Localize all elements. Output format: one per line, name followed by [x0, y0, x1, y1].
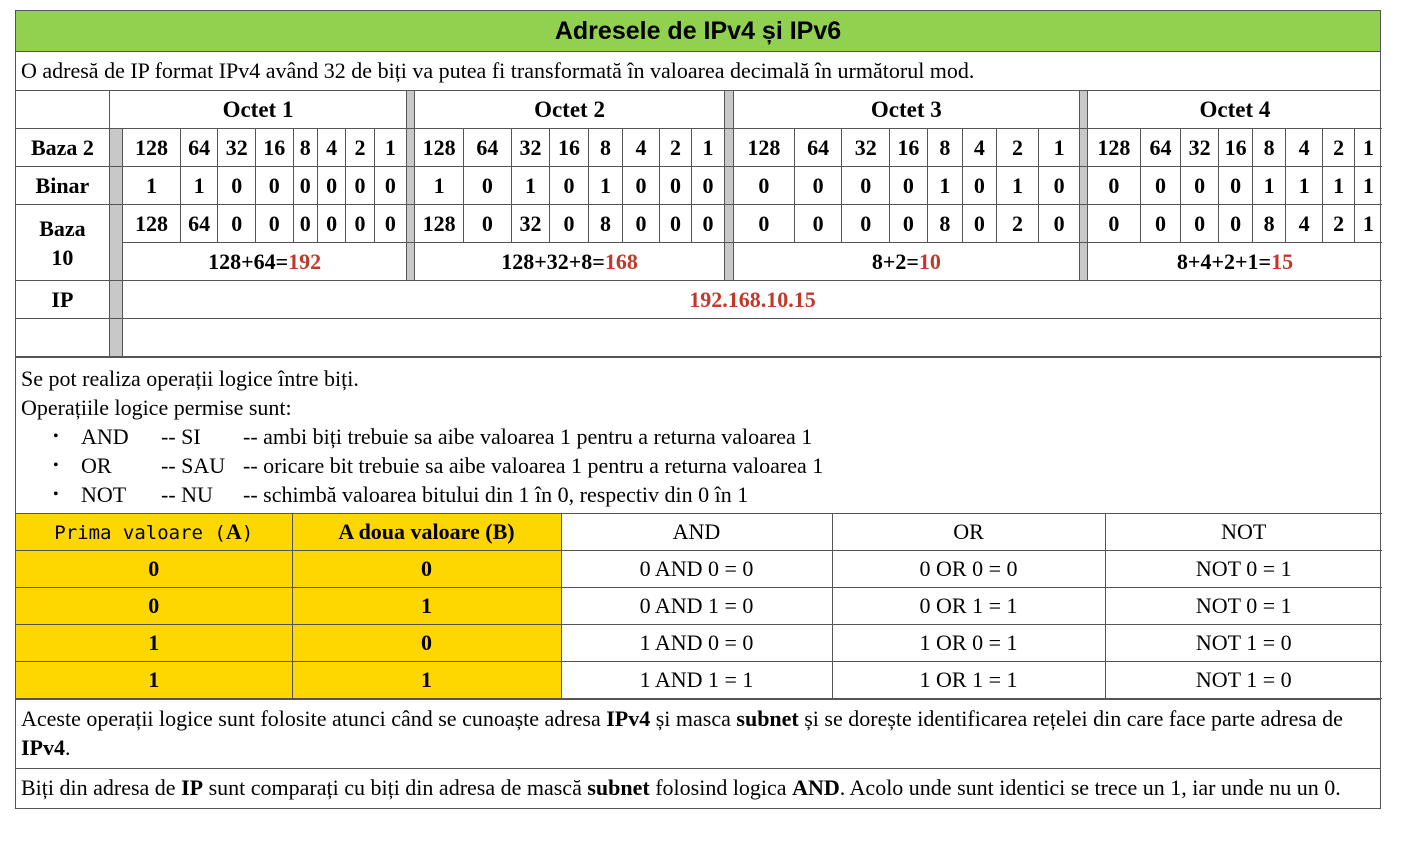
bit-weight: 64: [1140, 129, 1181, 167]
octet-sum: [733, 243, 1079, 281]
gap-cell: [109, 281, 122, 319]
decimal-value: 0: [659, 205, 691, 243]
sum-row: [16, 243, 1382, 281]
binary-bit: 0: [293, 167, 317, 205]
decimal-value: 0: [623, 205, 660, 243]
decimal-value: 0: [1087, 205, 1140, 243]
usage-paragraph: [16, 699, 1380, 768]
bit-weight: 32: [511, 129, 550, 167]
ops-intro: Se pot realiza operații logice între biți.: [21, 366, 359, 391]
bold-term: IPv4: [606, 706, 651, 731]
gap-cell: [407, 167, 415, 205]
base10-row: [16, 205, 1382, 243]
decimal-value: 0: [346, 205, 374, 243]
gap-cell: [407, 243, 415, 281]
value-a: 0: [16, 588, 292, 625]
binary-bit: 0: [463, 167, 511, 205]
bit-weight: 4: [317, 129, 345, 167]
sum-expression: 8+4+2+1=: [1176, 248, 1272, 274]
bit-weight: 1: [1039, 129, 1080, 167]
sum-result: 192: [288, 248, 322, 274]
binary-bit: 1: [996, 167, 1039, 205]
column-header-or: OR: [832, 514, 1105, 551]
row-label-line2: 10: [51, 244, 74, 270]
op-name: OR: [81, 453, 112, 478]
op-translation: -- SAU: [161, 453, 226, 478]
bit-weight: 1: [374, 129, 407, 167]
decimal-value: 0: [1039, 205, 1080, 243]
decimal-value: 128: [415, 205, 464, 243]
bit-weight: 1: [692, 129, 724, 167]
binary-bit: 0: [659, 167, 691, 205]
value-b: 0: [292, 625, 561, 662]
value-b: 1: [292, 662, 561, 699]
text-run: .: [65, 735, 71, 760]
octet-header-row: [16, 91, 1382, 129]
gap-cell: [1079, 243, 1087, 281]
op-description: -- ambi biți trebuie sa aibe valoarea 1 pentru a returna valoarea 1: [243, 424, 813, 449]
octet-header: Octet 3: [733, 91, 1079, 129]
binary-bit: 1: [511, 167, 550, 205]
and-result: 0 AND 1 = 0: [561, 588, 832, 625]
bit-weight: 2: [996, 129, 1039, 167]
ipv4-document: [15, 10, 1381, 809]
truth-table-header: [16, 514, 1382, 551]
decimal-value: 4: [1285, 205, 1323, 243]
bit-weight: 4: [963, 129, 996, 167]
decimal-value: 0: [692, 205, 724, 243]
binary-bit: 1: [1253, 167, 1285, 205]
bit-weight: 2: [1323, 129, 1354, 167]
bit-weight: 128: [733, 129, 794, 167]
octet-sum: [415, 243, 724, 281]
octet-sum: [123, 243, 407, 281]
gap-cell: [1079, 167, 1087, 205]
gap-cell: [724, 243, 733, 281]
octet-sum: [1087, 243, 1382, 281]
corner-cell: [16, 91, 109, 129]
gap-cell: [109, 129, 122, 167]
column-header-b: A doua valoare (B): [292, 514, 561, 551]
decimal-value: 0: [794, 205, 842, 243]
bit-weight: 8: [927, 129, 963, 167]
bit-weight: 16: [890, 129, 928, 167]
truth-table: [16, 513, 1382, 699]
octet-header: Octet 4: [1087, 91, 1382, 129]
page-title: Adresele de IPv4 și IPv6: [16, 11, 1380, 52]
binary-bit: 0: [374, 167, 407, 205]
or-result: 1 OR 0 = 1: [832, 625, 1105, 662]
binary-bit: 1: [588, 167, 623, 205]
octet-header: Octet 1: [109, 91, 406, 129]
decimal-value: 1: [1354, 205, 1382, 243]
gap-cell: [724, 129, 733, 167]
decimal-value: 0: [218, 205, 256, 243]
gap-cell: [109, 319, 122, 357]
gap-cell: [1079, 205, 1087, 243]
sum-expression: 128+64=: [208, 248, 289, 274]
base2-row: [16, 129, 1382, 167]
sum-result: 10: [918, 248, 941, 274]
op-description: -- schimbă valoarea bitului din 1 în 0, respectiv din 0 în 1: [243, 482, 749, 507]
bit-weight: 128: [415, 129, 464, 167]
column-header-and: AND: [561, 514, 832, 551]
row-label: IP: [16, 281, 109, 319]
value-a: 0: [16, 551, 292, 588]
row-label: Binar: [16, 167, 109, 205]
binary-bit: 1: [927, 167, 963, 205]
binary-bit: 0: [1181, 167, 1219, 205]
decimal-value: 0: [842, 205, 890, 243]
ip-row: [16, 281, 1382, 319]
text-run: Biți din adresa de: [21, 775, 182, 800]
op-translation: -- NU: [161, 482, 213, 507]
text-run: folosind logica: [649, 775, 793, 800]
op-name: NOT: [81, 482, 127, 507]
row-label-line1: Baza: [39, 215, 86, 241]
bit-weight: 16: [1218, 129, 1253, 167]
gap-cell: [724, 91, 733, 129]
bit-weight: 16: [550, 129, 589, 167]
table-row: [16, 662, 1382, 699]
binary-bit: 0: [255, 167, 293, 205]
decimal-value: 0: [1140, 205, 1181, 243]
and-result: 1 AND 1 = 1: [561, 662, 832, 699]
bit-weight: 1: [1354, 129, 1382, 167]
decimal-value: 8: [1253, 205, 1285, 243]
gap-cell: [109, 205, 122, 281]
empty-row: [16, 319, 1382, 357]
bit-weight: 32: [218, 129, 256, 167]
sum-result: 15: [1271, 248, 1294, 274]
decimal-value: 0: [317, 205, 345, 243]
decimal-value: 0: [293, 205, 317, 243]
binary-bit: 0: [346, 167, 374, 205]
binary-bit: 0: [317, 167, 345, 205]
binary-bit: 1: [180, 167, 218, 205]
sum-expression: 8+2=: [871, 248, 919, 274]
bit-weight: 4: [623, 129, 660, 167]
and-result: 0 AND 0 = 0: [561, 551, 832, 588]
not-result: NOT 1 = 0: [1105, 662, 1382, 699]
bit-weight: 16: [255, 129, 293, 167]
bit-weight: 128: [123, 129, 181, 167]
text-run: și se dorește identificarea rețelei din care face parte adresa de: [798, 706, 1343, 731]
not-result: NOT 0 = 1: [1105, 551, 1382, 588]
binary-bit: 0: [963, 167, 996, 205]
header-text: Prima valoare (: [54, 522, 226, 544]
list-item: [21, 422, 1375, 451]
binary-bit: 0: [550, 167, 589, 205]
bit-weight: 2: [346, 129, 374, 167]
binary-row: [16, 167, 1382, 205]
value-b: 0: [292, 551, 561, 588]
bit-weight: 64: [794, 129, 842, 167]
decimal-value: 128: [123, 205, 181, 243]
row-label: Baza 2: [16, 129, 109, 167]
decimal-value: 8: [588, 205, 623, 243]
column-header-not: NOT: [1105, 514, 1382, 551]
decimal-value: 2: [1323, 205, 1354, 243]
binary-bit: 0: [218, 167, 256, 205]
gap-cell: [1079, 91, 1087, 129]
not-result: NOT 1 = 0: [1105, 625, 1382, 662]
not-result: NOT 0 = 1: [1105, 588, 1382, 625]
ip-address: 192.168.10.15: [123, 281, 1382, 319]
bit-weight: 32: [1181, 129, 1219, 167]
decimal-value: 0: [1181, 205, 1219, 243]
ip-conversion-table: [16, 91, 1382, 357]
or-result: 0 OR 0 = 0: [832, 551, 1105, 588]
list-item: [21, 480, 1375, 509]
gap-cell: [724, 205, 733, 243]
decimal-value: 0: [890, 205, 928, 243]
bold-term: IP: [181, 775, 204, 800]
bold-term: subnet: [736, 706, 799, 731]
bold-term: AND: [792, 775, 840, 800]
list-item: [21, 451, 1375, 480]
text-run: sunt comparați cu biți din adresa de mască: [203, 775, 588, 800]
binary-bit: 0: [794, 167, 842, 205]
binary-bit: 0: [692, 167, 724, 205]
gap-cell: [407, 91, 415, 129]
and-result: 1 AND 0 = 0: [561, 625, 832, 662]
gap-cell: [1079, 129, 1087, 167]
bit-weight: 32: [842, 129, 890, 167]
bit-weight: 4: [1285, 129, 1323, 167]
sum-result: 168: [604, 248, 638, 274]
binary-bit: 1: [1323, 167, 1354, 205]
binary-bit: 0: [623, 167, 660, 205]
decimal-value: 8: [927, 205, 963, 243]
binary-bit: 0: [1140, 167, 1181, 205]
bit-weight: 8: [588, 129, 623, 167]
comparison-paragraph: [16, 768, 1380, 808]
binary-bit: 0: [842, 167, 890, 205]
op-name: AND: [81, 424, 129, 449]
binary-bit: 0: [1218, 167, 1253, 205]
binary-bit: 0: [1087, 167, 1140, 205]
or-result: 0 OR 1 = 1: [832, 588, 1105, 625]
decimal-value: 0: [733, 205, 794, 243]
bit-weight: 8: [293, 129, 317, 167]
decimal-value: 0: [1218, 205, 1253, 243]
empty-cell: [123, 319, 1382, 357]
text-run: și masca: [650, 706, 737, 731]
binary-bit: 1: [415, 167, 464, 205]
value-a: 1: [16, 662, 292, 699]
binary-bit: 1: [1285, 167, 1323, 205]
gap-cell: [407, 205, 415, 243]
binary-bit: 1: [123, 167, 181, 205]
value-a: 1: [16, 625, 292, 662]
bit-weight: 64: [180, 129, 218, 167]
ops-subtitle: Operațiile logice permise sunt:: [21, 395, 292, 420]
column-header-a: [16, 514, 292, 551]
binary-bit: 0: [1039, 167, 1080, 205]
binary-bit: 0: [890, 167, 928, 205]
bold-term: IPv4: [21, 735, 65, 760]
binary-bit: 0: [733, 167, 794, 205]
op-description: -- oricare bit trebuie sa aibe valoarea 1 pentru a returna valoarea 1: [243, 453, 824, 478]
binary-bit: 1: [1354, 167, 1382, 205]
ops-list: [21, 422, 1375, 509]
header-letter: A: [225, 519, 242, 544]
decimal-value: 0: [463, 205, 511, 243]
text-run: Aceste operații logice sunt folosite atunci când se cunoaște adresa: [21, 706, 607, 731]
table-row: [16, 588, 1382, 625]
value-b: 1: [292, 588, 561, 625]
logic-operations-section: [16, 357, 1380, 513]
text-run: . Acolo unde sunt identici se trece un 1, iar unde nu un 0.: [839, 775, 1341, 800]
decimal-value: 64: [180, 205, 218, 243]
decimal-value: 0: [255, 205, 293, 243]
bit-weight: 2: [659, 129, 691, 167]
bit-weight: 64: [463, 129, 511, 167]
table-row: [16, 551, 1382, 588]
gap-cell: [407, 129, 415, 167]
empty-cell: [16, 319, 109, 357]
bold-term: subnet: [587, 775, 650, 800]
sum-expression: 128+32+8=: [501, 248, 605, 274]
op-translation: -- SI: [161, 424, 201, 449]
decimal-value: 0: [963, 205, 996, 243]
decimal-value: 32: [511, 205, 550, 243]
table-row: [16, 625, 1382, 662]
row-label: [16, 205, 109, 281]
bit-weight: 8: [1253, 129, 1285, 167]
gap-cell: [109, 167, 122, 205]
decimal-value: 0: [374, 205, 407, 243]
bit-weight: 128: [1087, 129, 1140, 167]
octet-header: Octet 2: [415, 91, 724, 129]
decimal-value: 0: [550, 205, 589, 243]
or-result: 1 OR 1 = 1: [832, 662, 1105, 699]
intro-text: O adresă de IP format IPv4 având 32 de biți va putea fi transformată în valoarea decimală în următorul mod.: [16, 52, 1380, 91]
decimal-value: 2: [996, 205, 1039, 243]
gap-cell: [724, 167, 733, 205]
header-text: ): [241, 522, 254, 544]
